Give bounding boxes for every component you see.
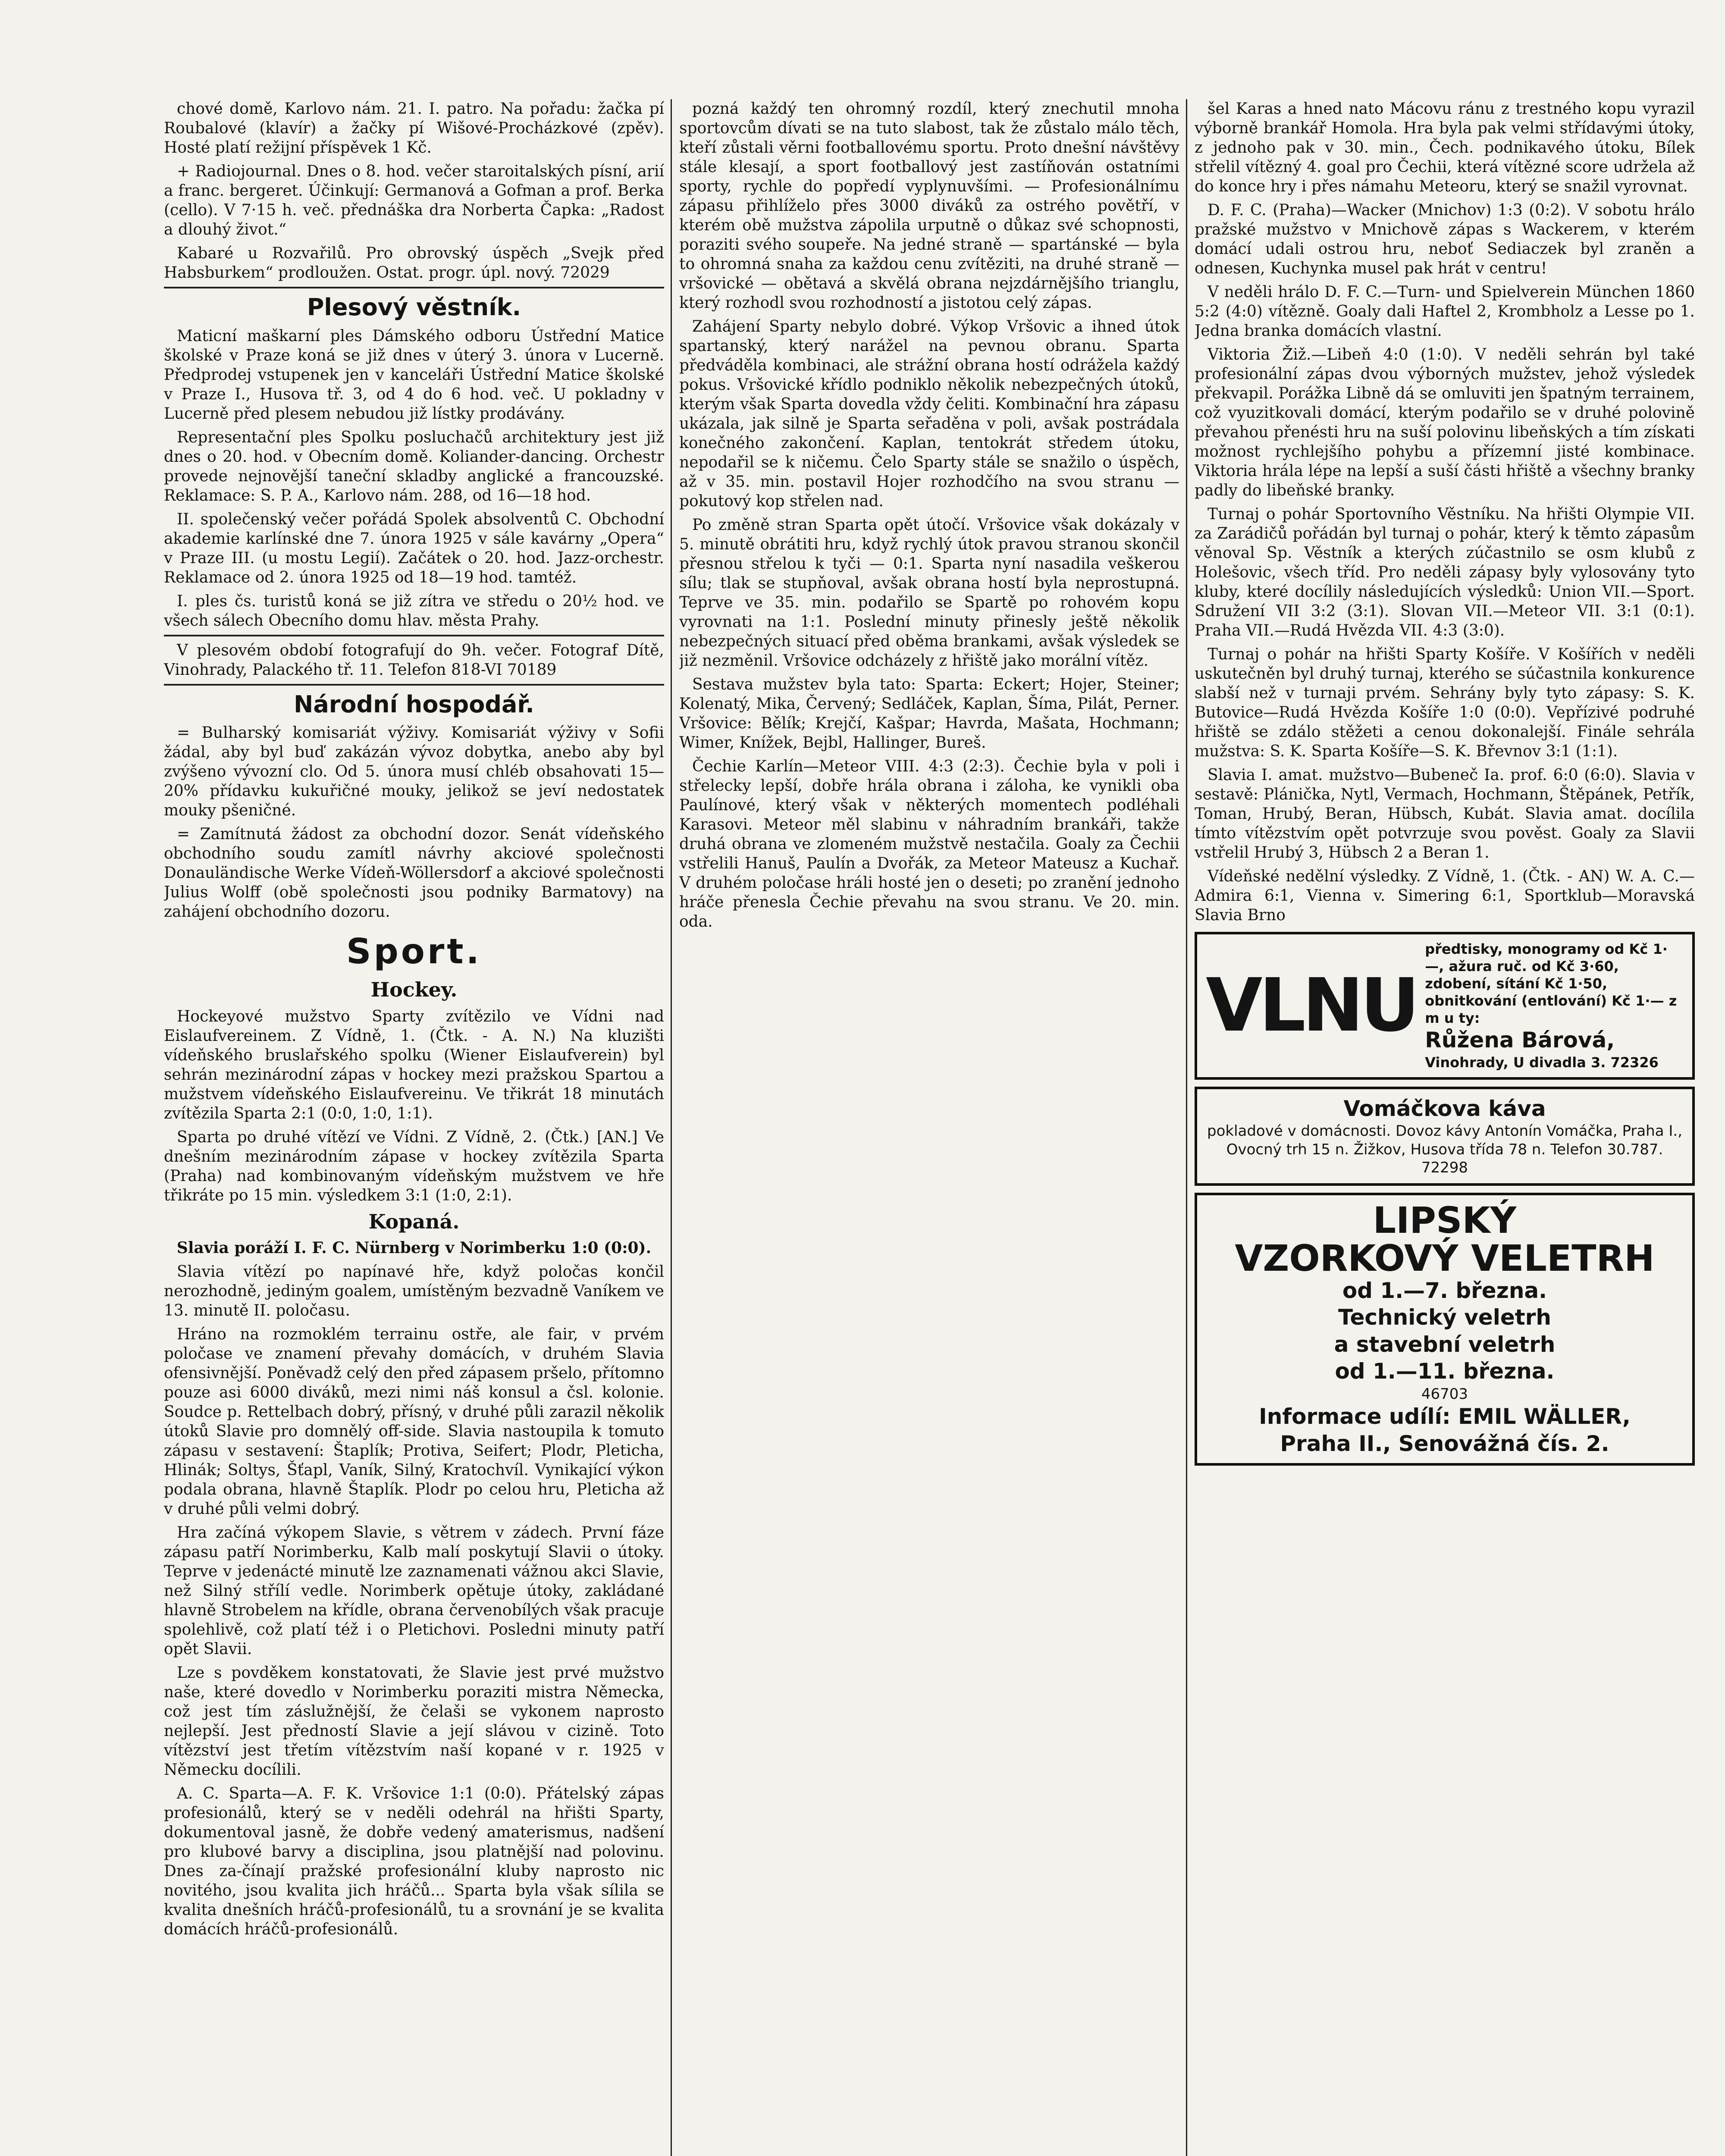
- article-paragraph: Turnaj o pohár Sportovního Věstníku. Na hřišti Olympie VII. za Zarádičů pořádán byl turnaj o pohár, který k těmto zápasům věnoval Sp. Věstník a kterých zúčastnilo se osm klubů z Holešovic, všech tříd. Pro neděli zápasy byly vylosovány tyto kluby, které docílily následujících výsledků: Union VII.—Sport. Sdružení VII 3:2 (3:1). Slovan VII.—Meteor VII. 3:1 (0:1). Praha VII.—Rudá Hvězda VII. 4:3 (3:0).: [1195, 505, 1695, 639]
- article-paragraph: Čechie Karlín—Meteor VIII. 4:3 (2:3). Čechie byla v poli i střelecky lepší, dobře hrála obrana i záloha, ke vynikli oba Paulínové, který však v některých momentech podléhali Karasovi. Meteor měl slabinu v náhradním brankáři, takže druhá obrana ve zlomeném mužstvě nestačila. Goaly za Čechii vstřelili Hanuš, Paulín a Dvořák, za Meteor Mateusz a Kuchař. V druhém poločase hráli hosté jen o deseti; po zranění jednoho hráče přenesla Čechie převahu na svou stranu. Ve 20. min. oda.: [679, 758, 1179, 931]
- ad-code: 46703: [1421, 1385, 1468, 1403]
- ad-title: LIPSKÝ: [1373, 1199, 1517, 1241]
- article-paragraph: šel Karas a hned nato Mácovu ránu z trestného kopu vyrazil výborně brankář Homola. Hra byla pak velmi střídavými útoky, z jednoho pak v 30. min., Čech. podnikavého útoku, Bílek střelil vítězný 4. goal pro Čechii, která vítězné score udržela až do konce hry i přes námahu Meteoru, který se snažil vyrovnat.: [1195, 100, 1695, 195]
- ad-text-block: [1425, 940, 1684, 1071]
- ad-text: pokladové v domácnosti. Dovoz kávy Antonín Vomáčka, Praha I., Ovocný trh 15 n. Žižkov, Husova třída 78 n. Telefon 30.787. 72298: [1207, 1122, 1682, 1176]
- article-paragraph: Maticní maškarní ples Dámského odboru Ústřední Matice školské v Praze koná se již dnes v úterý 3. února v Lucerně. Předprodej vstupenek jen v kanceláři Ústřední Matice školské v Praze I., Husova tř. 3, od 4 do 6 hod. več. U pokladny v Lucerně před plesem nebudou již lístky prodávány.: [164, 327, 664, 423]
- advertisement-vlnu: [1195, 932, 1695, 1080]
- article-paragraph: Lze s povděkem konstatovati, že Slavie jest prvé mužstvo naše, které dovedlo v Norimberku poraziti mistra Německa, což jest tím záslužnější, že čelaši se vykonem naprosto nejlepší. Jest předností Slavie a její slávou v cizině. Toto vítězství jest třetím vítězstvím naší kopané v r. 1925 v Německu docílili.: [164, 1664, 664, 1779]
- article-paragraph: Sestava mužstev byla tato: Sparta: Eckert; Hojer, Steiner; Kolenatý, Mika, Červený; Sedláček, Kaplan, Šíma, Pilát, Perner. Vršovice: Bělík; Krejčí, Kašpar; Havrda, Mašata, Hochmann; Wimer, Knížek, Bejbl, Hallinger, Bureš.: [679, 676, 1179, 752]
- column-divider: [671, 99, 672, 2156]
- article-paragraph: chové domě, Karlovo nám. 21. I. patro. Na pořadu: žačka pí Roubalové (klavír) a žačky pí Wišové-Procházkové (zpěv). Hosté platí režijní příspěvek 1 Kč.: [164, 100, 664, 157]
- ad-date: od 1.—7. března.: [1342, 1278, 1547, 1303]
- column-3: [1195, 99, 1695, 2156]
- separator: [164, 287, 664, 288]
- article-paragraph: Zahájení Sparty nebylo dobré. Výkop Vršovic a ihned útok spartanský, který narážel na pevnou obranu. Sparta předváděla kombinaci, ale strážní obrana hostí odrážela každý pokus. Vršovické křídlo podniklo několik nebezpečných útoků, kterým však Sparta dovedla vždy čeliti. Kombinační hra zápasu ukázala, jak silně je Sparta seřaděna v poli, avšak postrádala konečného zakončení. Kaplan, tentokrát středem útoku, nepodařil se k ničemu. Čelo Sparty stále se snažilo o úspěch, až v 35. min. postavil Hojer rozhodčího na svou stranu — pokutový kop střelen nad.: [679, 318, 1179, 510]
- article-headline: Slavia poráží I. F. C. Nürnberg v Norimberku 1:0 (0:0).: [176, 1239, 652, 1257]
- article-paragraph: Turnaj o pohár na hřišti Sparty Košíře. V Košířích v neděli uskutečněn byl druhý turnaj, kterého se súčastnila konkurence slabší než v turnaji prvém. Sehrány byly tyto zápasy: S. K. Butovice—Rudá Hvězda Košíře 1:0 (0:0). Vepřízivé podruhé hřiště se zdálo stěžeti a cenou dokonalejší. Finále sehrála mužstva: S. K. Sparta Košíře—S. K. Břevnov 3:1 (1:1).: [1195, 646, 1695, 760]
- article-paragraph: D. F. C. (Praha)—Wacker (Mnichov) 1:3 (0:2). V sobotu hrálo pražské mužstvo v Mnichově zápas s Wackerem, v kterém domácí udali ostrou hru, neboť Sediaczek byl zraněn a odnesen, Kuchynka musel pak hrát v centru!: [1195, 201, 1695, 277]
- ad-title: Vomáčkova káva: [1343, 1096, 1546, 1121]
- ad-date: od 1.—11. března.: [1335, 1359, 1555, 1384]
- article-paragraph: Slavia vítězí po napínavé hře, když poločas končil nerozhodně, jediným goalem, umístěným bezvadně Vaníkem ve 13. minutě II. poločasu.: [164, 1263, 664, 1319]
- separator: [164, 635, 664, 636]
- article-paragraph: V plesovém období fotografují do 9h. večer. Fotograf Dítě, Vinohrady, Palackého tř. 11. Telefon 818-VI 70189: [164, 641, 664, 679]
- article-paragraph: Hra začíná výkopem Slavie, s větrem v zádech. První fáze zápasu patří Norimberku, Kalb malí poskytují Slavii o útoky. Teprve v jedenácté minutě lze zaznamenati vážnou akci Slavie, než Silný střílí vedle. Norimberk opětuje útoky, zakládané hlavně Strobelem na křídle, obrana červenobílých však pracuje spolehlivě, což platí též i o Pletichovi. Posledni minuty patří opět Slavii.: [164, 1524, 664, 1658]
- column-1: [164, 99, 664, 2156]
- article-paragraph: = Bulharský komisariát výživy. Komisariát výživy v Sofii žádal, aby byl buď zakázán vývoz dobytka, anebo aby byl zvýšeno vývozní clo. Od 5. února musí chléb obsahovati 15—20% přídavku kukuřičné mouky, jelikož se jeví nedostatek mouky pšeničné.: [164, 724, 664, 819]
- ad-advertiser-name: Růžena Bárová,: [1425, 1028, 1615, 1053]
- ad-contact: Informace udílí: EMIL WÄLLER,: [1259, 1404, 1631, 1429]
- vlnu-logo: VLNU: [1206, 963, 1417, 1049]
- ad-title: VZORKOVÝ VELETRH: [1235, 1237, 1655, 1279]
- article-paragraph: + Radiojournal. Dnes o 8. hod. večer staroitalských písní, arií a franc. bergeret. Účinkují: Germanová a Gofman a prof. Berka (cello). V 7·15 h. več. přednáška dra Norberta Čapka: „Radost a dlouhý život.“: [164, 163, 664, 238]
- ad-heading: Technický veletrh: [1338, 1305, 1551, 1330]
- article-paragraph: = Zamítnutá žádost za obchodní dozor. Senát vídeňského obchodního soudu zamítl návrhy akciové společnosti Donauländische Werke Vídeň-Wöllersdorf a akciové společnosti Julius Wolff (obě společnosti jsou podniky Barmatovy) na zahájení obchodního dozoru.: [164, 825, 664, 921]
- article-paragraph: A. C. Sparta—A. F. K. Vršovice 1:1 (0:0). Přátelský zápas profesionálů, který se v neděli odehrál na hřišti Sparty, dokumentoval jasně, že dobře vedený amaterismus, nadšení pro klubové barvy a disciplina, jsou platnější nad polovinu. Dnes za-čínají pražské profesionální kluby naprosto nic novitého, jsou kvalita jich hráčů... Sparta byla však sílila se kvalita dnešních hráčů-profesionálů, tu a srovnání je se kvalita domácích hráčů-profesionálů.: [164, 1785, 664, 1938]
- article-paragraph: II. společenský večer pořádá Spolek absolventů C. Obchodní akademie karlínské dne 7. února 1925 v sále kavárny „Opera“ v Praze III. (u mostu Legií). Začátek o 20. hod. Jazz-orchestr. Reklamace od 2. února 1925 od 18—19 hod. tamtéž.: [164, 510, 664, 586]
- article-paragraph: Sparta po druhé vítězí ve Vídni. Z Vídně, 2. (Čtk.) [AN.] Ve dnešním mezinárodním zápase v hockey zvítězila Sparta (Praha) nad kombinovaným vídeňským mužstvem ve hře třikráte po 15 min. výsledkem 3:1 (1:0, 2:1).: [164, 1128, 664, 1204]
- article-paragraph: I. ples čs. turistů koná se již zítra ve středu o 20½ hod. ve všech sálech Obecního domu hlav. města Prahy.: [164, 592, 664, 630]
- column-2: [679, 99, 1179, 2156]
- column-divider: [1186, 99, 1187, 2156]
- article-paragraph: Po změně stran Sparta opět útočí. Vršovice však dokázaly v 5. minutě obrátiti hru, když rychlý útok pravou stranou skončil přesnou střelou k tyči — 0:1. Sparta nyní nasadila veškerou sílu; tlak se stupňoval, avšak obrana hostí byla neprostupná. Teprve ve 35. min. podařilo se Spartě po rohovém kopu vyrovnati na 1:1. Poslední minuty přinesly ještě několik nebezpečných situací před oběma brankami, avšak výsledek se již nezměnil. Vršovice odcházely z hřiště jako morální vítěz.: [679, 516, 1179, 670]
- article-paragraph: Representační ples Spolku posluchačů architektury jest již dnes o 20. hod. v Obecním domě. Koliander-dancing. Orchestr provede nejnovější taneční skladby anglické a francouzské. Reklamace: S. P. A., Karlovo nám. 288, od 16—18 hod.: [164, 428, 664, 505]
- article-paragraph: Kabaré u Rozvařilů. Pro obrovský úspěch „Svejk před Habsburkem“ prodloužen. Ostat. progr. úpl. nový. 72029: [164, 244, 664, 282]
- ad-address: Praha II., Senovážná čís. 2.: [1280, 1431, 1609, 1456]
- article-paragraph: Vídeňské nedělní výsledky. Z Vídně, 1. (Čtk. - AN) W. A. C.—Admira 6:1, Vienna v. Simering 6:1, Sportklub—Moravská Slavia Brno: [1195, 868, 1695, 924]
- separator: [164, 684, 664, 686]
- section-heading-narodni: Národní hospodář.: [294, 690, 534, 718]
- ad-address: Vinohrady, U divadla 3. 72326: [1425, 1054, 1659, 1071]
- subsection-heading-kopana: Kopaná.: [368, 1210, 460, 1233]
- article-paragraph: Slavia I. amat. mužstvo—Bubeneč Ia. prof. 6:0 (6:0). Slavia v sestavě: Plánička, Nytl, Vermach, Hochmann, Štěpánek, Petřík, Toman, Hrubý, Beran, Hübsch, Kubát. Slavia amat. docílila tímto vítězstvím opět potvrzuje svou pověst. Goaly za Slavii vstřelil Hrubý 3, Hübsch 2 a Beran 1.: [1195, 766, 1695, 862]
- article-paragraph: Hockeyové mužstvo Sparty zvítězilo ve Vídni nad Eislaufvereinem. Z Vídně, 1. (Čtk. - A. N.) Na kluzišti vídeňského bruslařského spolku (Wiener Eislaufverein) byl sehrán mezinárodní zápas v hockey mezi pražskou Spartou a mužstvem vídeňského Eislaufvereinu. Ve třikrát 18 minutách zvítězila Sparta 2:1 (0:0, 1:0, 1:1).: [164, 1007, 664, 1122]
- section-heading-plesovy: Plesový věstník.: [307, 294, 521, 321]
- article-paragraph: V neděli hrálo D. F. C.—Turn- und Spielverein München 1860 5:2 (4:0) vítězně. Goaly dali Haftel 2, Krombholz a Lesse po 1. Jedna branka domácích vlastní.: [1195, 283, 1695, 340]
- advertisement-veletrh: [1195, 1193, 1695, 1466]
- section-heading-sport: Sport.: [346, 931, 482, 971]
- advertisement-kava: [1195, 1087, 1695, 1186]
- article-paragraph: pozná každý ten ohromný rozdíl, který znechutil mnoha sportovcům dívati se na tuto slabost, tak že zůstalo málo těch, kteří zůstali věrni footballovému sportu. Proto dnešní návštěvy stále klesají, a sport footballový jest zastíňován ostatními sporty, rychle do popředí vyplynuvšími. — Profesionálnímu zápasu přihlíželo přes 3000 diváků za ostrého povětří, v kterém obě mužstva zápolila urputně o důkaz své schopnosti, poraziti svého soupeře. Na jedné straně — spartánské — byla to ohromná snaha za každou cenu zvítěziti, na druhé straně — vršovické — obětavá a skvělá obrana nejzdárnějšího trianglu, který rozhodl svou rozhodností a jistotou celý zápas.: [679, 100, 1179, 312]
- ad-heading: a stavební veletrh: [1334, 1332, 1556, 1357]
- subsection-heading-hockey: Hockey.: [370, 978, 458, 1001]
- ad-text: předtisky, monogramy od Kč 1·—, ažura ruč. od Kč 3·60, zdobení, sítání Kč 1·50, obnitkování (entlování) Kč 1·— z m u ty:: [1425, 941, 1677, 1026]
- article-paragraph: Viktoria Žiž.—Libeň 4:0 (1:0). V neděli sehrán byl také profesionální zápas dvou výborných mužstev, jehož výsledek překvapil. Porážka Libně dá se omluviti jen špatným terrainem, což vyuzitkovali domácí, kterým podařilo se v druhé polovině převahou přenésti hru na suší polovinu libeňských a tím získati možnost rychlejšího pohybu a přízemní jisté kombinace. Viktoria hrála lépe na lepší a suší části hřiště a všechny branky padly do libeňské branky.: [1195, 346, 1695, 499]
- article-paragraph: Hráno na rozmoklém terrainu ostře, ale fair, v prvém poločase ve znamení převahy domácích, v druhém Slavia ofensivnější. Poněvadž celý den před zápasem pršelo, přítomno pouze asi 6000 diváků, mezi nimi náš konsul a čsl. kolonie. Soudce p. Rettelbach dobrý, přísný, v druhé půli zarazil několik útoků Slavie pro domnělý off-side. Slavia nastoupila k tomuto zápasu v sestavení: Štaplík; Protiva, Seifert; Plodr, Pleticha, Hlinák; Soltys, Šťapl, Vaník, Silný, Kratochvíl. Vynikající výkon podala obrana, hlavně Štaplík. Plodr po celou hru, Pleticha až v druhé půli velmi dobrý.: [164, 1326, 664, 1518]
